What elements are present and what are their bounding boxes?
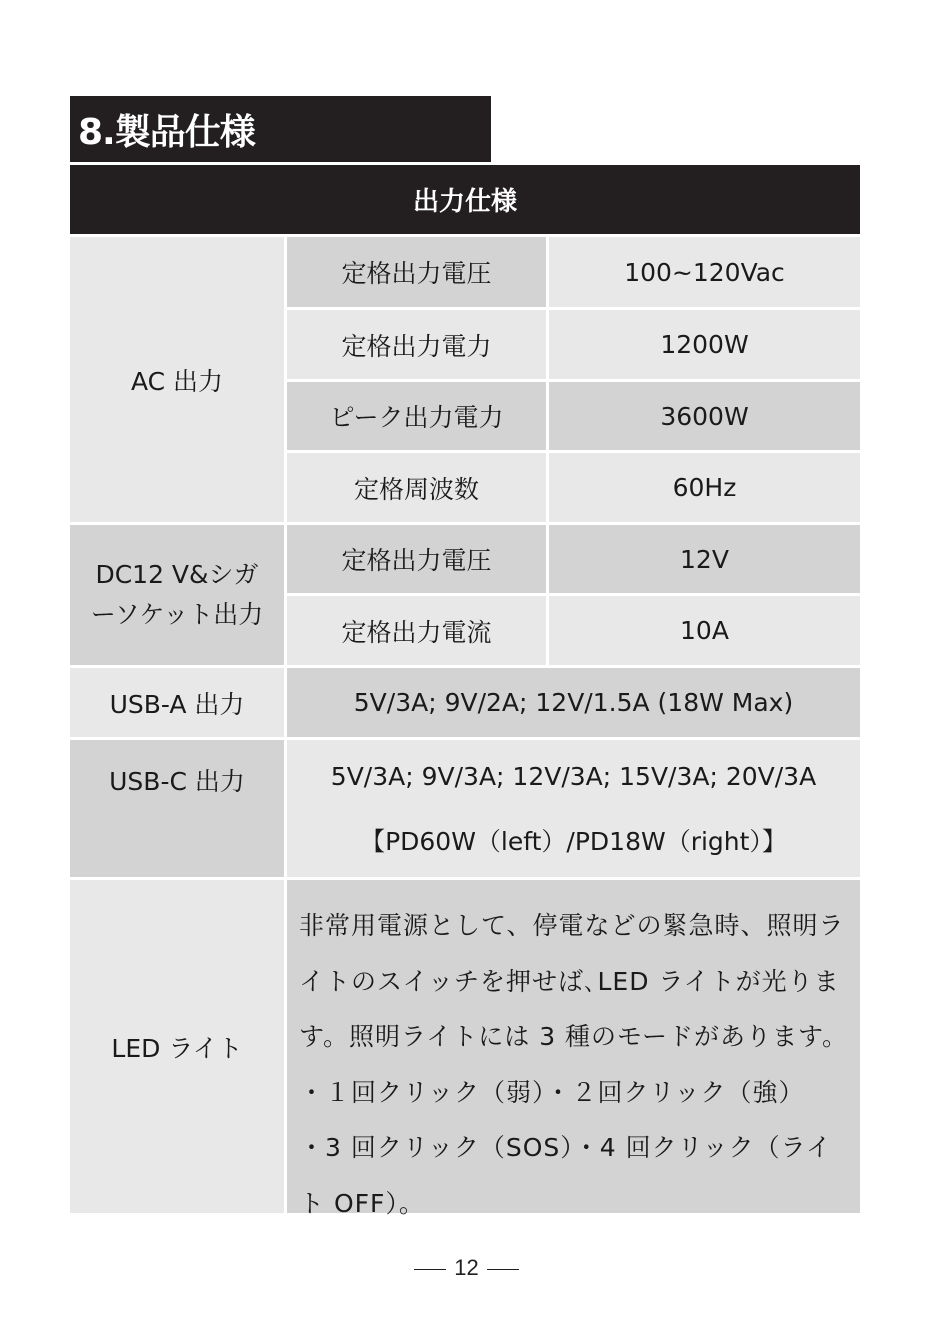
led-description-line: ト OFF）。 bbox=[299, 1188, 425, 1218]
page-number-text: 12 bbox=[454, 1255, 479, 1280]
led-description-line: す。照明ライトには 3 種のモードがあります。 bbox=[299, 1022, 849, 1052]
ac-spec-name-power: 定格出力電力 bbox=[287, 310, 546, 379]
led-description-line: イトのスイッチを押せば､LED ライトが光りま bbox=[299, 966, 840, 996]
led-light-label: LED ライト bbox=[70, 880, 284, 1213]
ac-spec-name-voltage: 定格出力電圧 bbox=[287, 237, 546, 307]
page-number-rule-right bbox=[487, 1269, 519, 1270]
usb-a-label: USB-A 出力 bbox=[70, 668, 284, 737]
ac-spec-name-peak: ピーク出力電力 bbox=[287, 382, 546, 450]
dc-spec-name-voltage: 定格出力電圧 bbox=[287, 525, 546, 593]
ac-spec-name-frequency: 定格周波数 bbox=[287, 453, 546, 522]
ac-spec-value-power: 1200W bbox=[549, 310, 860, 379]
usb-c-value-line2: 【PD60W（left）/PD18W（right）】 bbox=[360, 827, 787, 856]
dc-output-label-line2: ーソケット出力 bbox=[90, 600, 264, 629]
usb-c-label: USB-C 出力 bbox=[70, 740, 284, 877]
section-title: 8.製品仕様 bbox=[70, 96, 491, 162]
dc-spec-value-current: 10A bbox=[549, 596, 860, 665]
dc-spec-value-voltage: 12V bbox=[549, 525, 860, 593]
table-header: 出力仕様 bbox=[70, 165, 860, 234]
usb-c-value bbox=[287, 740, 860, 877]
led-description-line: ・１回クリック（弱）・２回クリック（強） bbox=[299, 1077, 805, 1107]
page-number-rule-left bbox=[414, 1269, 446, 1270]
usb-a-value: 5V/3A; 9V/2A; 12V/1.5A (18W Max) bbox=[287, 668, 860, 737]
dc-output-label bbox=[70, 525, 284, 665]
led-light-description bbox=[287, 880, 860, 1218]
led-description-line: ・3 回クリック（SOS）・4 回クリック（ライ bbox=[299, 1133, 832, 1163]
dc-spec-name-current: 定格出力電流 bbox=[287, 596, 546, 665]
ac-spec-value-peak: 3600W bbox=[549, 382, 860, 450]
usb-c-value-line1: 5V/3A; 9V/3A; 12V/3A; 15V/3A; 20V/3A bbox=[330, 762, 817, 791]
ac-spec-value-frequency: 60Hz bbox=[549, 453, 860, 522]
dc-output-label-line1: DC12 V&シガ bbox=[95, 560, 259, 589]
ac-spec-value-voltage: 100~120Vac bbox=[549, 237, 860, 307]
page-number bbox=[0, 1255, 933, 1281]
led-description-line: 非常用電源として、停電などの緊急時、照明ラ bbox=[299, 911, 845, 940]
ac-output-label: AC 出力 bbox=[70, 237, 284, 522]
